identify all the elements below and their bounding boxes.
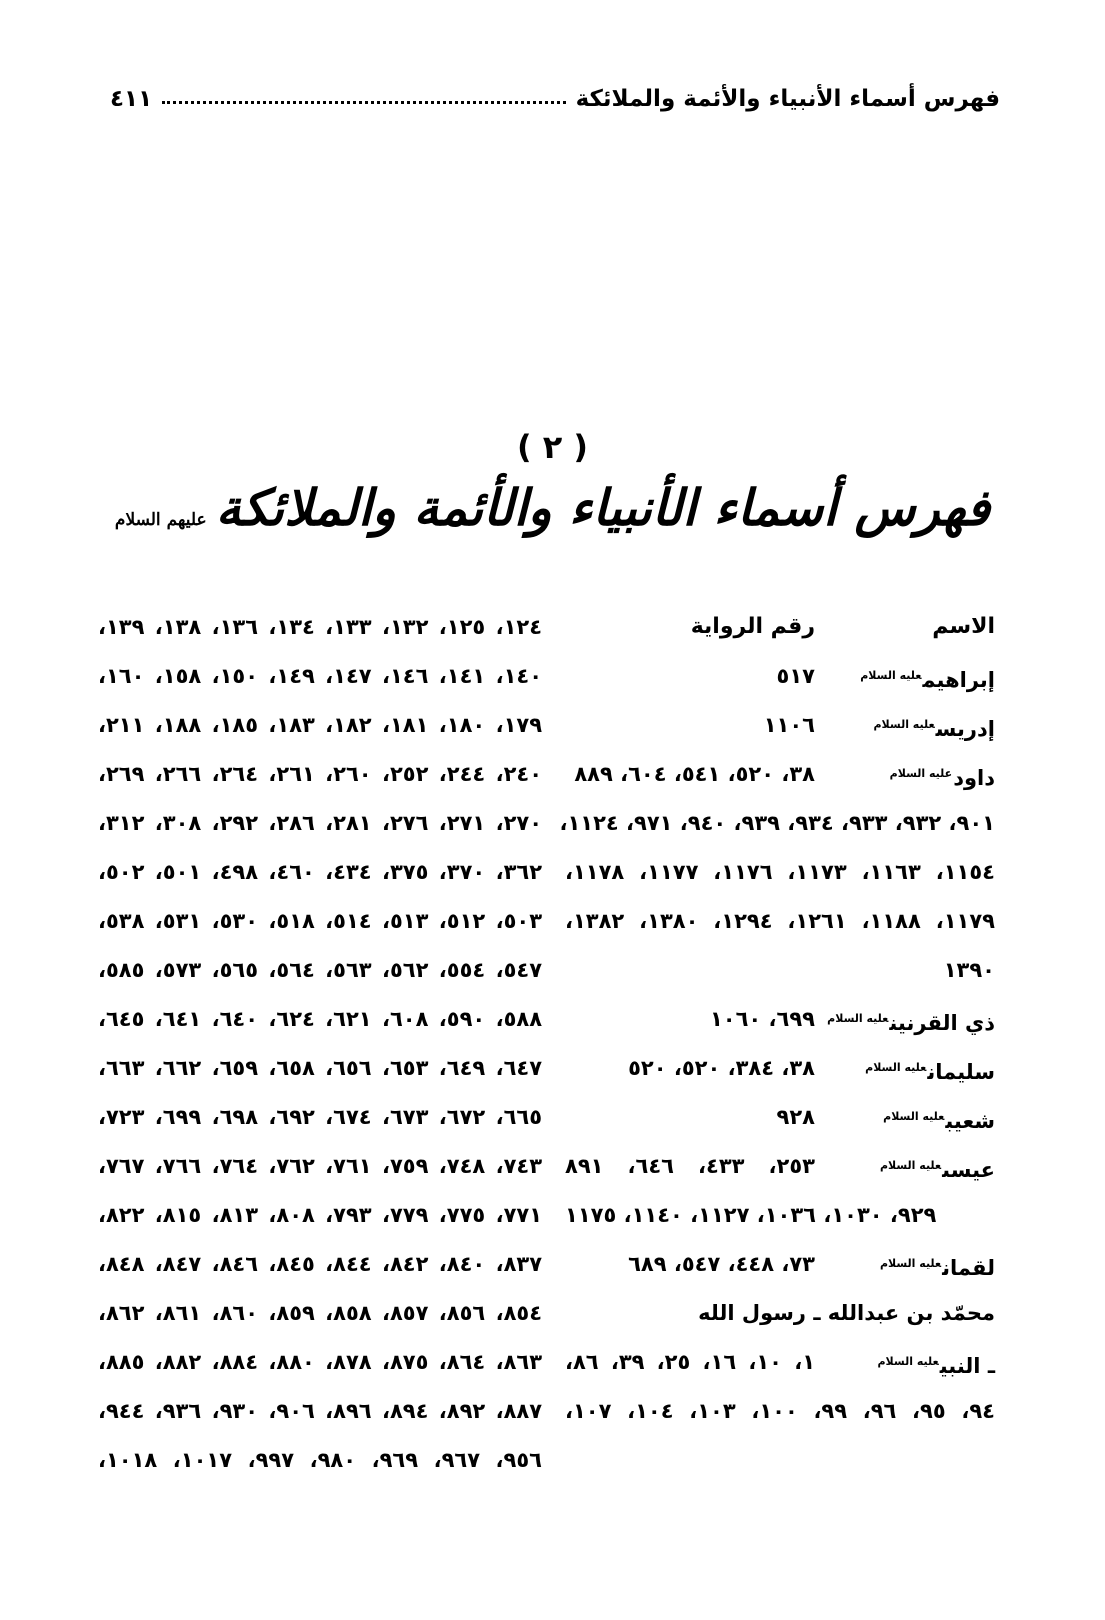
table-row bbox=[565, 1053, 995, 1102]
table-row bbox=[565, 1249, 995, 1298]
entry-numbers: ٩٠١، ٩٣٢، ٩٣٣، ٩٣٤، ٩٣٩، ٩٤٠، ٩٧١، ١١٢٤، bbox=[559, 811, 995, 835]
continuation-line: ٢٤٠، ٢٤٤، ٢٥٢، ٢٦٠، ٢٦١، ٢٦٤، ٢٦٦، ٢٦٩، bbox=[98, 762, 543, 786]
entry-numbers: ١١٥٤، ١١٦٣، ١١٧٣، ١١٧٦، ١١٧٧، ١١٧٨، bbox=[565, 860, 995, 884]
continuation-line: ٧٧١، ٧٧٥، ٧٧٩، ٧٩٣، ٨٠٨، ٨١٣، ٨١٥، ٨٢٢، bbox=[98, 1203, 543, 1227]
table-row bbox=[565, 1102, 995, 1151]
entry-name: محمّد بن عبدالله ـ رسول الله bbox=[698, 1301, 995, 1325]
entry-numbers: ٣٨، ٣٨٤، ٥٢٠، ٥٢٠ bbox=[628, 1056, 815, 1080]
table-header bbox=[565, 612, 995, 661]
entry-name: عيسى bbox=[942, 1158, 995, 1182]
section-title-text: فهرس أسماء الأنبياء والأئمة والملائكة bbox=[215, 478, 991, 537]
index-table bbox=[559, 612, 995, 1445]
table-row bbox=[565, 1151, 995, 1200]
honorific-mark: عليه السلام bbox=[883, 1110, 945, 1123]
table-row bbox=[565, 710, 995, 759]
dotted-leader bbox=[162, 101, 565, 104]
continuation-line: ١٤٠، ١٤١، ١٤٦، ١٤٧، ١٤٩، ١٥٠، ١٥٨، ١٦٠، bbox=[98, 664, 543, 688]
entry-name: سليمان bbox=[927, 1060, 995, 1084]
continuation-line: ٥٠٣، ٥١٢، ٥١٣، ٥١٤، ٥١٨، ٥٣٠، ٥٣١، ٥٣٨، bbox=[98, 909, 543, 933]
table-row bbox=[565, 1200, 995, 1249]
continuation-line: ٦٤٧، ٦٤٩، ٦٥٣، ٦٥٦، ٦٥٨، ٦٥٩، ٦٦٢، ٦٦٣، bbox=[98, 1056, 543, 1080]
table-row bbox=[559, 808, 995, 857]
entry-numbers: ٦٩٩، ١٠٦٠ bbox=[709, 1007, 815, 1031]
header-name: الاسم bbox=[932, 614, 995, 639]
continuation-line: ٨٦٣، ٨٦٤، ٨٧٥، ٨٧٨، ٨٨٠، ٨٨٤، ٨٨٢، ٨٨٥، bbox=[98, 1350, 543, 1374]
continuation-line: ٨٥٤، ٨٥٦، ٨٥٧، ٨٥٨، ٨٥٩، ٨٦٠، ٨٦١، ٨٦٢، bbox=[98, 1301, 543, 1325]
continuation-line: ١٧٩، ١٨٠، ١٨١، ١٨٢، ١٨٣، ١٨٥، ١٨٨، ٢١١، bbox=[98, 713, 543, 737]
table-row bbox=[565, 955, 995, 1004]
entry-name: إدريس bbox=[935, 717, 995, 741]
section-number: ( ٢ ) bbox=[516, 428, 589, 466]
table-row bbox=[565, 857, 995, 906]
section-title bbox=[0, 478, 1105, 537]
table-row bbox=[565, 1396, 995, 1445]
entry-name: إبراهيم bbox=[922, 668, 995, 692]
honorific-mark: عليه السلام bbox=[879, 1159, 942, 1172]
running-head-title: فهرس أسماء الأنبياء والأئمة والملائكة bbox=[575, 86, 1000, 112]
continuation-line: ٧٤٣، ٧٤٨، ٧٥٩، ٧٦١، ٧٦٢، ٧٦٤، ٧٦٦، ٧٦٧، bbox=[98, 1154, 543, 1178]
page-number: ٤١١ bbox=[110, 86, 153, 112]
entry-name: ـ النبي bbox=[939, 1354, 995, 1378]
entry-numbers: ٢٥٣، ٤٣٣، ٦٤٦، ٨٩١ bbox=[565, 1154, 815, 1178]
honorific-mark: عليه السلام bbox=[873, 718, 935, 731]
table-row bbox=[565, 1004, 995, 1053]
continuation-line: ٣٦٢، ٣٧٠، ٣٧٥، ٤٣٤، ٤٦٠، ٤٩٨، ٥٠١، ٥٠٢، bbox=[98, 860, 543, 884]
entry-name: لقمان bbox=[942, 1256, 995, 1280]
entry-numbers: ٥١٧ bbox=[776, 664, 815, 688]
header-number: رقم الرواية bbox=[690, 614, 815, 639]
continuation-line: ٨٣٧، ٨٤٠، ٨٤٢، ٨٤٤، ٨٤٥، ٨٤٦، ٨٤٧، ٨٤٨، bbox=[98, 1252, 543, 1276]
table-row bbox=[565, 906, 995, 955]
entry-numbers: ٩٢٩، ١٠٣٠، ١٠٣٦، ١١٢٧، ١١٤٠، ١١٧٥ bbox=[565, 1203, 937, 1227]
running-head bbox=[110, 72, 1000, 112]
continuation-column bbox=[98, 612, 542, 1494]
honorific-mark: عليه السلام bbox=[827, 1012, 889, 1025]
entry-numbers: ٩٤، ٩٥، ٩٦، ٩٩، ١٠٠، ١٠٣، ١٠٤، ١٠٧، bbox=[565, 1399, 995, 1423]
table-row bbox=[565, 1347, 995, 1396]
entry-numbers: ٩٢٨ bbox=[776, 1105, 815, 1129]
entry-name: ذي القرنين bbox=[889, 1011, 995, 1035]
honorific-mark: عليه السلام bbox=[865, 1061, 927, 1074]
continuation-line: ١٢٤، ١٢٥، ١٣٢، ١٣٣، ١٣٤، ١٣٦، ١٣٨، ١٣٩، bbox=[98, 615, 543, 639]
table-row bbox=[565, 1298, 995, 1347]
honorific-mark: عليه السلام bbox=[877, 1355, 939, 1368]
table-row bbox=[565, 759, 995, 808]
entry-numbers: ١١٧٩، ١١٨٨، ١٢٦١، ١٢٩٤، ١٣٨٠، ١٣٨٢، bbox=[565, 909, 995, 933]
continuation-line: ٥٤٧، ٥٥٤، ٥٦٢، ٥٦٣، ٥٦٤، ٥٦٥، ٥٧٣، ٥٨٥، bbox=[98, 958, 543, 982]
continuation-line: ٢٧٠، ٢٧١، ٢٧٦، ٢٨١، ٢٨٦، ٢٩٢، ٣٠٨، ٣١٢، bbox=[98, 811, 543, 835]
continuation-line: ٦٦٥، ٦٧٢، ٦٧٣، ٦٧٤، ٦٩٢، ٦٩٨، ٦٩٩، ٧٢٣، bbox=[98, 1105, 543, 1129]
section-honorific: عليهم السلام bbox=[114, 510, 207, 530]
entry-numbers: ٣٨، ٥٢٠، ٥٤١، ٦٠٤، ٨٨٩ bbox=[574, 762, 815, 786]
honorific-mark: عليه السلام bbox=[860, 669, 922, 682]
honorific-mark: عليه السلام bbox=[879, 1257, 942, 1270]
honorific-mark: عليه السلام bbox=[889, 767, 953, 780]
table-row bbox=[565, 661, 995, 710]
entry-numbers: ١١٠٦ bbox=[763, 713, 815, 737]
entry-name: شعيب bbox=[945, 1109, 995, 1133]
continuation-line: ٩٥٦، ٩٦٧، ٩٦٩، ٩٨٠، ٩٩٧، ١٠١٧، ١٠١٨، bbox=[98, 1448, 542, 1472]
entry-numbers: ١، ١٠، ١٦، ٢٥، ٣٩، ٨٦، bbox=[565, 1350, 816, 1374]
entry-numbers: ٧٣، ٤٤٨، ٥٤٧، ٦٨٩ bbox=[628, 1252, 815, 1276]
continuation-line: ٥٨٨، ٥٩٠، ٦٠٨، ٦٢١، ٦٢٤، ٦٤٠، ٦٤١، ٦٤٥، bbox=[98, 1007, 543, 1031]
entry-name: داود bbox=[953, 766, 995, 790]
continuation-line: ٨٨٧، ٨٩٢، ٨٩٤، ٨٩٦، ٩٠٦، ٩٣٠، ٩٣٦، ٩٤٤، bbox=[98, 1399, 543, 1423]
entry-numbers: ١٣٩٠ bbox=[943, 958, 995, 982]
